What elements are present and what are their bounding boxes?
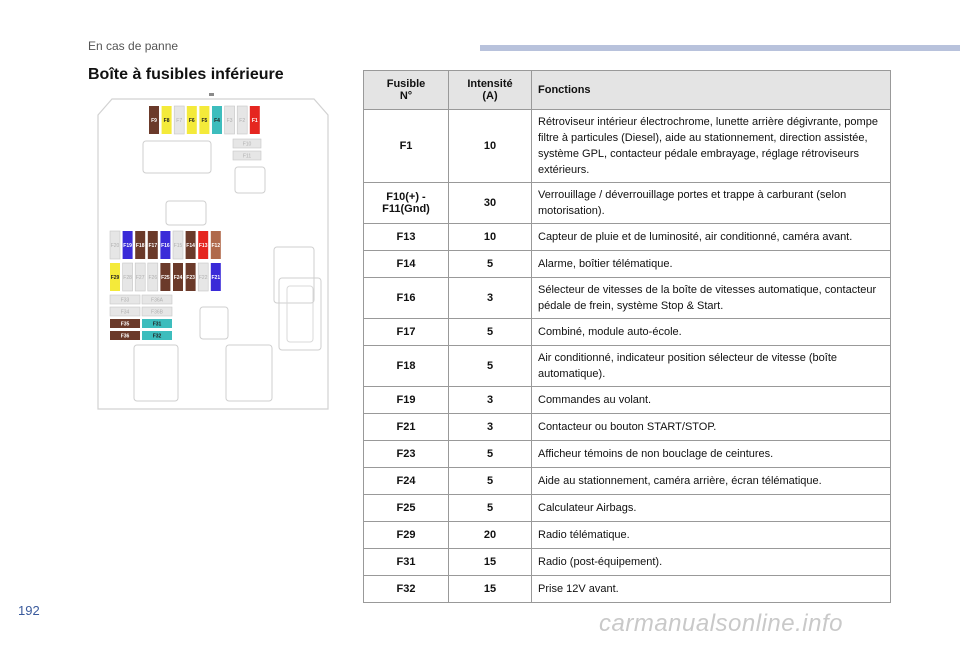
fuse-functions: Air conditionné, indicateur position sélecteur de vitesse (boîte automatique). [532,346,891,387]
fuse-table [363,70,891,603]
fuse-amperage: 5 [449,319,532,346]
fuse-label: F35 [120,321,130,328]
fuse-label: F15 [173,243,183,249]
fuse-amperage: 20 [449,522,532,549]
table-row [364,278,891,319]
fuse-label: F1 [251,118,258,124]
fuse-f17 [148,231,158,259]
fuse-number: F10(+) - F11(Gnd) [364,183,449,224]
fuse-f31 [142,319,172,328]
fuse-f26 [148,263,158,291]
fuse-label: F18 [135,243,145,249]
fuse-f1 [250,106,260,134]
fuse-amperage: 30 [449,183,532,224]
table-row [364,251,891,278]
fuse-functions: Afficheur témoins de non bouclage de ceintures. [532,441,891,468]
fuse-f8 [162,106,172,134]
fuse-functions: Radio télématique. [532,522,891,549]
table-row [364,468,891,495]
fuse-label: F23 [186,275,195,281]
fuse-label: F5 [201,118,208,124]
fuse-number: F19 [364,387,449,414]
fuse-label: F10 [242,141,252,148]
fuse-number: F17 [364,319,449,346]
fuse-f7 [174,106,184,134]
page-heading: Boîte à fusibles inférieure [88,66,284,83]
fuse-amperage: 10 [449,110,532,183]
fuse-f19 [123,231,133,259]
fuse-label: F32 [152,333,162,340]
fuse-label: F24 [173,275,183,281]
fuse-amperage: 3 [449,414,532,441]
fuse-number: F32 [364,576,449,603]
table-row [364,183,891,224]
fuse-box-svg [92,93,334,411]
fuse-number: F25 [364,495,449,522]
page-number: 192 [18,603,40,618]
fuse-label: F16 [161,243,170,249]
fuse-f21 [211,263,221,291]
fuse-label: F19 [123,243,132,249]
fuse-f25 [160,263,170,291]
fuse-f13 [198,231,208,259]
column-header-fuse: Fusible N° [364,71,449,110]
fuse-number: F24 [364,468,449,495]
fuse-number: F13 [364,224,449,251]
fuse-label: F36A [151,297,163,304]
fuse-amperage: 5 [449,468,532,495]
column-header-amps: Intensité (A) [449,71,532,110]
fuse-f6 [187,106,197,134]
fuse-functions: Alarme, boîtier télématique. [532,251,891,278]
fuse-number: F1 [364,110,449,183]
fuse-functions: Calculateur Airbags. [532,495,891,522]
fuse-f24 [173,263,183,291]
fuse-f36 [110,331,140,340]
fuse-amperage: 3 [449,278,532,319]
fuse-label: F6 [188,118,195,124]
fuse-f14 [186,231,196,259]
fuse-f33 [110,295,140,304]
fuse-label: F3 [226,118,233,124]
fuse-f20 [110,231,120,259]
fuse-label: F33 [120,297,130,304]
table-row [364,346,891,387]
table-header-row [364,71,891,110]
fuse-label: F29 [110,275,120,281]
fuse-amperage: 5 [449,346,532,387]
fuse-amperage: 3 [449,387,532,414]
fuse-number: F23 [364,441,449,468]
fuse-f22 [198,263,208,291]
fuse-f34 [110,307,140,316]
fuse-f9 [149,106,159,134]
table-row [364,110,891,183]
fuse-f27 [135,263,145,291]
table-row [364,549,891,576]
fuse-functions: Prise 12V avant. [532,576,891,603]
fuse-f23 [186,263,196,291]
fuse-label: F4 [214,118,220,124]
fuse-number: F14 [364,251,449,278]
fuse-f29 [110,263,120,291]
fuse-f15 [173,231,183,259]
fuse-number: F31 [364,549,449,576]
fuse-f32 [142,331,172,340]
fuse-label: F22 [198,275,208,281]
fuse-label: F34 [120,309,130,316]
header-bar [480,45,960,51]
fuse-amperage: 15 [449,549,532,576]
fuse-label: F13 [198,243,208,249]
fuse-amperage: 5 [449,495,532,522]
fuse-label: F14 [186,243,195,249]
table-row [364,387,891,414]
fuse-f10 [233,139,261,148]
table-row [364,224,891,251]
table-row [364,576,891,603]
fuse-label: F26 [148,275,158,281]
fuse-functions: Contacteur ou bouton START/STOP. [532,414,891,441]
fuse-number: F16 [364,278,449,319]
fuse-functions: Commandes au volant. [532,387,891,414]
fuse-f4 [212,106,222,134]
fuse-label: F8 [163,118,170,124]
table-row [364,441,891,468]
table-row [364,495,891,522]
fuse-label: F17 [148,243,158,249]
fuse-label: F12 [211,243,221,249]
fuse-f5 [199,106,209,134]
fuse-functions: Radio (post-équipement). [532,549,891,576]
fuse-label: F21 [211,275,221,281]
fuse-amperage: 15 [449,576,532,603]
fuse-f16 [160,231,170,259]
fuse-f28 [123,263,133,291]
fuse-f36a [142,295,172,304]
fuse-f36b [142,307,172,316]
fuse-label: F11 [242,153,252,160]
fuse-label: F28 [123,275,132,281]
fuse-number: F21 [364,414,449,441]
fuse-functions: Sélecteur de vitesses de la boîte de vitesses automatique, contacteur pédale de frein, système Stop & Start. [532,278,891,319]
table-row [364,522,891,549]
fuse-f3 [225,106,235,134]
fuse-box-tab [209,93,214,96]
fuse-label: F9 [151,118,157,124]
fuse-f18 [135,231,145,259]
fuse-label: F25 [161,275,170,281]
fuse-functions: Combiné, module auto-école. [532,319,891,346]
table-row [364,414,891,441]
watermark: carmanualsonline.info [599,610,843,637]
fuse-box-diagram [92,93,334,411]
fuse-label: F31 [152,321,162,328]
fuse-functions: Rétroviseur intérieur électrochrome, lunette arrière dégivrante, pompe filtre à particules (Diesel), aide au stationnement, direction assistée, système GPL, contacteur pédale embrayage, réglage rétroviseurs extérieurs. [532,110,891,183]
column-header-functions: Fonctions [532,71,891,110]
fuse-functions: Capteur de pluie et de luminosité, air conditionné, caméra avant. [532,224,891,251]
fuse-f2 [237,106,247,134]
fuse-label: F36 [120,333,130,340]
fuse-label: F7 [176,118,183,124]
fuse-number: F18 [364,346,449,387]
fuse-number: F29 [364,522,449,549]
fuse-label: F2 [239,118,246,124]
fuse-f35 [110,319,140,328]
fuse-amperage: 10 [449,224,532,251]
fuse-functions: Aide au stationnement, caméra arrière, écran télématique. [532,468,891,495]
fuse-functions: Verrouillage / déverrouillage portes et trappe à carburant (selon motorisation). [532,183,891,224]
fuse-label: F36B [151,309,163,316]
fuse-label: F27 [135,275,145,281]
fuse-f11 [233,151,261,160]
fuse-amperage: 5 [449,441,532,468]
fuse-amperage: 5 [449,251,532,278]
table-row [364,319,891,346]
fuse-f12 [211,231,221,259]
fuse-label: F20 [110,243,120,249]
section-label: En cas de panne [88,39,179,53]
